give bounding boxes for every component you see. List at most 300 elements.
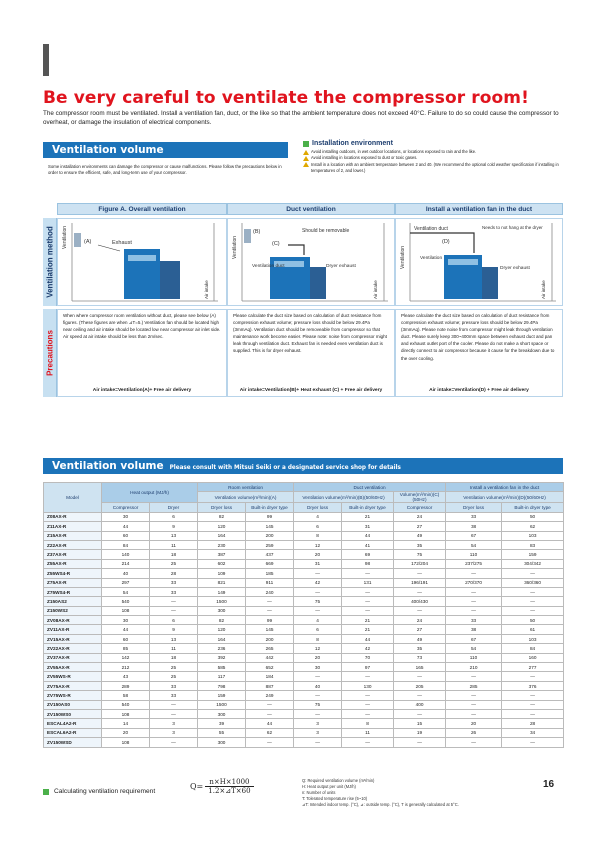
ventilation-volume-table <box>43 482 564 748</box>
value-cell: — <box>502 672 564 681</box>
value-cell: 20 <box>294 550 342 559</box>
value-cell: — <box>342 587 394 596</box>
value-cell: 3 <box>150 719 198 728</box>
model-cell: ZV150AS0 <box>44 700 102 709</box>
model-cell: Z22AX-R <box>44 540 102 549</box>
figure-a-heading: Figure A. Overall ventilation <box>57 203 227 215</box>
table-row <box>44 644 564 653</box>
value-cell: 49 <box>394 634 446 643</box>
value-cell: 27 <box>394 625 446 634</box>
env-item: Avoid installing outdoors, in wet outdoor locations, or locations exposed to rain and the like. <box>311 149 477 155</box>
value-cell: — <box>394 738 446 747</box>
value-cell: — <box>446 709 502 718</box>
table-row <box>44 653 564 662</box>
value-cell: 212 <box>102 663 150 672</box>
value-cell: 27 <box>394 522 446 531</box>
value-cell: 131 <box>342 578 394 587</box>
value-cell: 44 <box>102 625 150 634</box>
value-cell: 3 <box>150 728 198 737</box>
value-cell: 33 <box>446 512 502 521</box>
value-cell: 54 <box>446 540 502 549</box>
formula-duct-fan: Air intake=Ventilation(D) + Free air delivery <box>429 387 529 393</box>
value-cell: — <box>446 569 502 578</box>
value-cell: 44 <box>102 522 150 531</box>
value-cell: — <box>294 606 342 615</box>
sub-header-b: Ventilation volume(m³/min)(B)(50/60Hz) <box>294 492 394 503</box>
value-cell: 376 <box>502 681 564 690</box>
value-cell: 270/370 <box>446 578 502 587</box>
duct-ventilation-header: Duct ventilation <box>294 483 446 492</box>
value-cell: 277 <box>502 663 564 672</box>
ventilation-method-panel <box>43 203 563 473</box>
value-cell: — <box>246 597 294 606</box>
diagram-a-exhaust-label: Exhaust <box>112 240 132 246</box>
value-cell: 21 <box>342 512 394 521</box>
table-row <box>44 540 564 549</box>
diagram-d-dryer-top-label: Needs to not hang at the dryer <box>482 225 543 230</box>
model-cell: ZV75WS-R <box>44 691 102 700</box>
value-cell: 30 <box>102 616 150 625</box>
value-cell: — <box>446 606 502 615</box>
model-cell: ZV75AX-R <box>44 681 102 690</box>
value-cell: 108 <box>102 709 150 718</box>
value-cell: 14 <box>102 719 150 728</box>
value-cell: 26 <box>446 728 502 737</box>
value-cell: — <box>294 569 342 578</box>
value-cell: — <box>342 709 394 718</box>
value-cell: 33 <box>446 616 502 625</box>
value-cell: 33 <box>150 691 198 700</box>
value-cell: 300 <box>198 738 246 747</box>
value-cell: — <box>394 691 446 700</box>
value-cell: 97 <box>342 663 394 672</box>
value-cell: 40 <box>294 681 342 690</box>
value-cell: — <box>394 606 446 615</box>
value-cell: 19 <box>394 728 446 737</box>
value-cell: 602 <box>198 559 246 568</box>
value-cell: 75 <box>294 700 342 709</box>
value-cell: 400/430 <box>394 597 446 606</box>
value-cell: 82 <box>198 512 246 521</box>
value-cell: 184 <box>246 672 294 681</box>
value-cell: — <box>150 597 198 606</box>
value-cell: 11 <box>342 728 394 737</box>
diagram-b-c-label: (C) <box>272 241 280 247</box>
value-cell: — <box>342 700 394 709</box>
formula-overall: Air intake=Ventilation(A)+ Free air delivery <box>92 387 192 393</box>
diagram-b-removable-label: Should be removable <box>302 228 350 234</box>
value-cell: — <box>502 587 564 596</box>
model-cell: ZV150WS0 <box>44 709 102 718</box>
diagram-b-intake-label: Air intake <box>373 280 378 299</box>
value-cell: — <box>342 738 394 747</box>
diagram-duct-fan <box>395 218 563 306</box>
diagram-d-duct-label: Ventilation duct <box>414 226 448 232</box>
table-row <box>44 738 564 747</box>
value-cell: 58 <box>102 691 150 700</box>
value-cell: 911 <box>246 578 294 587</box>
value-cell: 30 <box>294 663 342 672</box>
value-cell: 75 <box>294 597 342 606</box>
value-cell: 3 <box>294 719 342 728</box>
formula-duct: Air intake=Ventilation(B)+ Heat exhaust (C) + Free air delivery <box>239 387 383 393</box>
value-cell: 185 <box>246 569 294 578</box>
value-cell: — <box>502 700 564 709</box>
value-cell: 259 <box>246 540 294 549</box>
model-cell: ZV08AX-R <box>44 616 102 625</box>
duct-fan-heading: Install a ventilation fan in the duct <box>395 203 563 215</box>
value-cell: — <box>502 691 564 700</box>
value-cell: 103 <box>502 531 564 540</box>
value-cell: 67 <box>446 634 502 643</box>
precaution-overall: When where compressor room ventilation without duct, please see below (A) figures. (These figures are when ⊿T=5.) Ventilation fan should be located high near ceiling and air intake should be located low near compressor air inlet side. Air speed at air intake should be less than 2m/sec. Air intake=Ventilation(A)+ Free air delivery <box>57 309 227 397</box>
value-cell: 50 <box>502 512 564 521</box>
value-cell: 31 <box>342 522 394 531</box>
value-cell: 103 <box>502 634 564 643</box>
value-cell: 285 <box>446 681 502 690</box>
value-cell: — <box>502 738 564 747</box>
value-cell: 15 <box>394 719 446 728</box>
value-cell: 6 <box>150 616 198 625</box>
diagram-overall-ventilation <box>57 218 227 306</box>
value-cell: 25 <box>150 663 198 672</box>
value-cell: 210 <box>446 663 502 672</box>
value-cell: 300 <box>198 709 246 718</box>
value-cell: 62 <box>502 522 564 531</box>
value-cell: — <box>446 691 502 700</box>
value-cell: 159 <box>198 691 246 700</box>
model-cell: ZV22AX-R <box>44 644 102 653</box>
value-cell: 149 <box>198 587 246 596</box>
table-row <box>44 559 564 568</box>
value-cell: 18 <box>150 550 198 559</box>
value-cell: 82 <box>198 616 246 625</box>
room-ventilation-header: Room ventilation <box>198 483 294 492</box>
value-cell: 21 <box>342 616 394 625</box>
value-cell: 33 <box>150 587 198 596</box>
value-cell: 20 <box>102 728 150 737</box>
value-cell: 130 <box>342 681 394 690</box>
page-title: Be very careful to ventilate the compressor room! <box>43 88 529 108</box>
model-cell: ZV11AX-R <box>44 625 102 634</box>
table-row <box>44 728 564 737</box>
value-cell: — <box>246 709 294 718</box>
value-cell: 798 <box>198 681 246 690</box>
value-cell: 214 <box>102 559 150 568</box>
calc-heading: Calculating ventilation requirement <box>43 788 155 795</box>
value-cell: 99 <box>246 616 294 625</box>
model-cell: Z08AX-R <box>44 512 102 521</box>
value-cell: 18 <box>150 653 198 662</box>
value-cell: 1500 <box>198 597 246 606</box>
warning-icon <box>303 156 309 161</box>
value-cell: — <box>342 691 394 700</box>
value-cell: — <box>342 672 394 681</box>
table-row <box>44 569 564 578</box>
table-row <box>44 719 564 728</box>
value-cell: 360/360 <box>502 578 564 587</box>
value-cell: 13 <box>150 531 198 540</box>
formula-denominator: 1.2×⊿T×60 <box>208 787 251 795</box>
value-cell: 44 <box>342 531 394 540</box>
value-cell: 200 <box>246 634 294 643</box>
table-row <box>44 681 564 690</box>
value-cell: 60 <box>102 531 150 540</box>
diagram-a-a-label: (A) <box>84 239 92 245</box>
sub-header-a: Ventilation volume(m³/min)(A) <box>198 492 294 503</box>
value-cell: 159 <box>502 550 564 559</box>
section-marker <box>43 44 49 76</box>
value-cell: 652 <box>246 663 294 672</box>
value-cell: 33 <box>150 578 198 587</box>
model-cell: Z55AX-R <box>44 559 102 568</box>
green-square-icon <box>303 141 309 147</box>
model-cell: ZV55AX-R <box>44 663 102 672</box>
value-cell: 120 <box>198 522 246 531</box>
value-cell: 20 <box>446 719 502 728</box>
value-cell: 821 <box>198 578 246 587</box>
table-row <box>44 616 564 625</box>
table-row <box>44 512 564 521</box>
value-cell: — <box>150 606 198 615</box>
installation-environment <box>303 141 563 174</box>
column-header: Dryer <box>150 503 198 512</box>
value-cell: — <box>150 738 198 747</box>
value-cell: 28 <box>502 719 564 728</box>
value-cell: — <box>294 738 342 747</box>
value-cell: 43 <box>102 672 150 681</box>
value-cell: 3 <box>294 728 342 737</box>
value-cell: 9 <box>150 522 198 531</box>
value-cell: — <box>246 738 294 747</box>
value-cell: 8 <box>342 719 394 728</box>
value-cell: 50 <box>502 616 564 625</box>
value-cell: 55 <box>198 728 246 737</box>
value-cell: 540 <box>102 700 150 709</box>
value-cell: 145 <box>246 522 294 531</box>
value-cell: 54 <box>102 587 150 596</box>
model-cell: Z55WS4-R <box>44 569 102 578</box>
value-cell: — <box>446 700 502 709</box>
value-cell: 142 <box>102 653 150 662</box>
value-cell: 117 <box>198 672 246 681</box>
model-cell: Z75AX-R <box>44 578 102 587</box>
value-cell: 249 <box>246 691 294 700</box>
value-cell: 13 <box>150 634 198 643</box>
value-cell: 120 <box>198 625 246 634</box>
value-cell: — <box>294 672 342 681</box>
value-cell: 98 <box>342 559 394 568</box>
value-cell: 172/204 <box>394 559 446 568</box>
value-cell: 200 <box>246 531 294 540</box>
value-cell: 12 <box>294 644 342 653</box>
value-cell: 30 <box>102 512 150 521</box>
column-header: Built-in dryer type <box>502 503 564 512</box>
value-cell: 31 <box>294 559 342 568</box>
value-cell: 25 <box>150 559 198 568</box>
value-cell: 6 <box>150 512 198 521</box>
diagram-b-duct-label: Ventilation duct <box>252 264 285 269</box>
value-cell: 289 <box>102 681 150 690</box>
column-header: Dryer loss <box>198 503 246 512</box>
value-cell: 236 <box>198 644 246 653</box>
precautions-tab: Precautions <box>43 309 57 397</box>
value-cell: 230 <box>198 540 246 549</box>
value-cell: 669 <box>246 559 294 568</box>
model-cell: ZV37AX-R <box>44 653 102 662</box>
value-cell: 42 <box>294 578 342 587</box>
value-cell: — <box>246 606 294 615</box>
ventilation-volume-table-heading: Ventilation volume Please consult with Mitsui Seiki or a designated service shop for details <box>43 458 563 474</box>
table-row <box>44 587 564 596</box>
value-cell: 75 <box>394 550 446 559</box>
value-cell: 67 <box>446 531 502 540</box>
env-item: Install in a location with an ambient temperature between 2 and 40. (We recommend the optional cold weather specification if installing in temperatures of 2, and lower.) <box>311 161 559 173</box>
duct-fan-header: Install a ventilation fan in the duct <box>446 483 564 492</box>
value-cell: 387 <box>198 550 246 559</box>
table-row <box>44 625 564 634</box>
value-cell: — <box>394 587 446 596</box>
diagram-b-dryer-label: Dryer exhaust <box>326 264 356 269</box>
value-cell: 108 <box>102 606 150 615</box>
value-cell: 8 <box>294 531 342 540</box>
warning-icon <box>303 150 309 155</box>
column-header: Dryer loss <box>446 503 502 512</box>
value-cell: 110 <box>446 550 502 559</box>
value-cell: 35 <box>394 644 446 653</box>
value-cell: 20 <box>294 653 342 662</box>
value-cell: — <box>294 587 342 596</box>
ventilation-formula <box>190 778 254 795</box>
value-cell: 1500 <box>198 700 246 709</box>
value-cell: — <box>246 700 294 709</box>
table-row <box>44 606 564 615</box>
diagram-d-dryer-label: Dryer exhaust <box>500 266 530 271</box>
value-cell: 400 <box>394 700 446 709</box>
model-cell: Z150WS2 <box>44 606 102 615</box>
value-cell: 73 <box>394 653 446 662</box>
value-cell: 99 <box>246 512 294 521</box>
value-cell: 85 <box>102 644 150 653</box>
diagram-b-b-label: (B) <box>253 229 261 235</box>
diagram-d-intake-label: Air intake <box>541 280 546 299</box>
value-cell: 109 <box>198 569 246 578</box>
value-cell: 6 <box>294 625 342 634</box>
model-cell: Z75WS4-R <box>44 587 102 596</box>
ventilation-method-tab: Ventilation method <box>43 218 57 306</box>
column-header: Built-in dryer type <box>246 503 294 512</box>
value-cell: — <box>342 569 394 578</box>
value-cell: 11 <box>150 644 198 653</box>
diagram-b-ventilation-label: Ventilation <box>232 235 238 259</box>
duct-ventilation-heading: Duct ventilation <box>227 203 395 215</box>
value-cell: 41 <box>342 540 394 549</box>
value-cell: 34 <box>502 728 564 737</box>
value-cell: 84 <box>102 540 150 549</box>
sub-header-c: Volume(m³/min)(C)(50Hz) <box>394 492 446 503</box>
table-row <box>44 522 564 531</box>
value-cell: — <box>342 606 394 615</box>
value-cell: 297 <box>102 578 150 587</box>
warning-icon <box>303 162 309 167</box>
value-cell: 24 <box>394 616 446 625</box>
value-cell: 69 <box>342 550 394 559</box>
value-cell: — <box>446 587 502 596</box>
model-cell: ESCAL6A2-R <box>44 728 102 737</box>
table-row <box>44 634 564 643</box>
diagram-d-d-label: (D) <box>442 239 450 245</box>
value-cell: 62 <box>246 728 294 737</box>
value-cell: 39 <box>198 719 246 728</box>
env-heading: Installation environment <box>312 140 393 147</box>
value-cell: — <box>342 597 394 606</box>
formula-legend: Q: Required ventilation volume (m³/min) H: Heat output per unit (MJ/h) n: Number of units T: Tolerated temperature rise (5~10) ⊿T: Intended indoor temp. (°C), ⊿: outside temp. (°C), T is generally calculated at 5°C. <box>302 778 459 807</box>
value-cell: 160 <box>502 653 564 662</box>
value-cell: 33 <box>150 681 198 690</box>
model-cell: ESCAL4A2-R <box>44 719 102 728</box>
value-cell: — <box>394 709 446 718</box>
column-header: Built-in dryer type <box>342 503 394 512</box>
value-cell: 300 <box>198 606 246 615</box>
sub-header-d: Ventilation volume(m³/min)(D)(50/60Hz) <box>446 492 564 503</box>
value-cell: 540 <box>102 597 150 606</box>
column-header: Compressor <box>394 503 446 512</box>
value-cell: 164 <box>198 531 246 540</box>
model-cell: Z150AS2 <box>44 597 102 606</box>
table-subheading: Please consult with Mitsui Seiki or a designated service shop for details <box>169 465 401 471</box>
table-row <box>44 700 564 709</box>
model-cell: ZV55WS-R <box>44 672 102 681</box>
value-cell: — <box>502 709 564 718</box>
value-cell: 196/191 <box>394 578 446 587</box>
table-row <box>44 672 564 681</box>
value-cell: 392 <box>198 653 246 662</box>
green-square-icon <box>43 789 49 795</box>
value-cell: — <box>502 597 564 606</box>
value-cell: 84 <box>502 644 564 653</box>
diagram-a-ventilation-label: Ventilation <box>62 225 68 249</box>
value-cell: 265 <box>246 644 294 653</box>
value-cell: 44 <box>342 634 394 643</box>
value-cell: — <box>394 569 446 578</box>
value-cell: 304/342 <box>502 559 564 568</box>
diagram-a-intake-label: Air intake <box>204 280 209 299</box>
ventilation-note: Some installation environments can damage the compressor or cause malfunctions. Please follow the precautions below in order to ensure the efficient, safe, and long-term use of your compressor. <box>48 164 282 176</box>
formula-numerator: n×H×1000 <box>205 778 253 787</box>
value-cell: 110 <box>446 653 502 662</box>
env-item: Avoid installing in locations exposed to dust or toxic gases. <box>311 155 418 161</box>
value-cell: 140 <box>102 550 150 559</box>
value-cell: 49 <box>394 531 446 540</box>
table-row <box>44 691 564 700</box>
table-row <box>44 663 564 672</box>
value-cell: 83 <box>502 540 564 549</box>
value-cell: 54 <box>446 644 502 653</box>
value-cell: 237/275 <box>446 559 502 568</box>
value-cell: 35 <box>394 540 446 549</box>
table-row <box>44 597 564 606</box>
value-cell: — <box>502 569 564 578</box>
value-cell: 61 <box>502 625 564 634</box>
value-cell: — <box>150 700 198 709</box>
table-row <box>44 531 564 540</box>
value-cell: 108 <box>102 738 150 747</box>
value-cell: 164 <box>198 634 246 643</box>
value-cell: 145 <box>246 625 294 634</box>
formula-q-label: Q= <box>190 782 204 791</box>
value-cell: 585 <box>198 663 246 672</box>
intro-text: The compressor room must be ventilated. Install a ventilation fan, duct, or the like so that the ambient temperature does not exceed 40°C. Failure to do so could cause the compressor to overheat, or damage the insulation of electrical components. <box>43 110 559 126</box>
